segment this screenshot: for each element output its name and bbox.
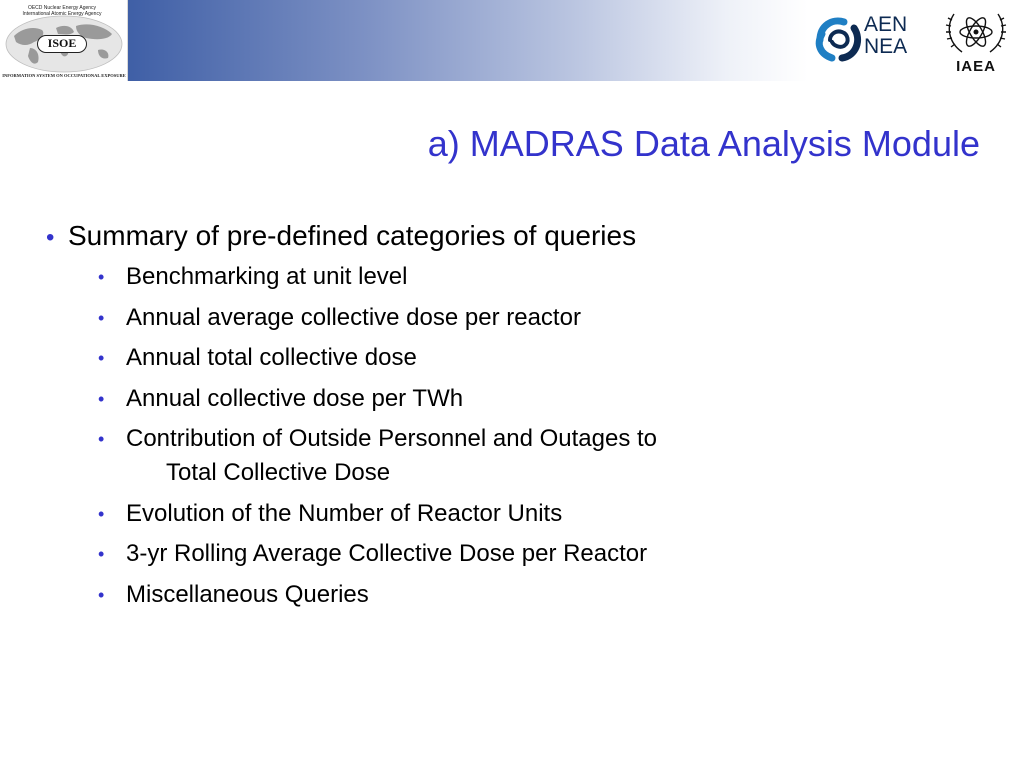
isoe-org-line-2: International Atomic Energy Agency <box>22 11 102 17</box>
isoe-org-line-1: OECD Nuclear Energy Agency <box>27 5 97 11</box>
iaea-logo-text: IAEA <box>956 58 996 75</box>
list-item-text: Annual average collective dose per reactor <box>126 303 581 331</box>
list-item <box>98 578 946 612</box>
bullet-dot-icon: • <box>98 584 105 605</box>
isoe-bottom-text: INFORMATION SYSTEM ON OCCUPATIONAL EXPOSURE <box>2 73 126 78</box>
list-item <box>98 497 946 531</box>
isoe-logo <box>0 0 128 81</box>
isoe-org-text <box>4 5 120 17</box>
list-item-text: Annual total collective dose <box>126 344 417 371</box>
list-item-continuation: Total Collective Dose <box>166 459 391 486</box>
list-item <box>98 382 946 416</box>
list-item <box>98 422 946 490</box>
bullet-dot-icon: • <box>98 307 105 328</box>
list-item-text-group <box>126 422 657 490</box>
header-banner <box>0 0 1024 81</box>
list-item-text: Annual collective dose per TWh <box>126 384 464 412</box>
header-gradient-band <box>128 0 808 81</box>
list-item <box>98 341 946 375</box>
list-item-text: 3-yr Rolling Average Collective Dose per Reactor <box>126 540 648 567</box>
nea-logo-line-2: NEA <box>864 35 908 58</box>
list-item-text: Evolution of the Number of Reactor Units <box>126 499 563 527</box>
slide-title: a) MADRAS Data Analysis Module <box>427 123 980 164</box>
nea-logo-text <box>864 14 907 58</box>
iaea-logo <box>936 4 1016 78</box>
main-bullet-text: Summary of pre-defined categories of queries <box>68 220 637 251</box>
bullet-dot-icon: • <box>98 348 105 368</box>
main-bullet <box>46 218 946 256</box>
list-item-text: Miscellaneous Queries <box>126 580 369 608</box>
list-item <box>98 537 946 571</box>
bullet-dot-icon: • <box>98 544 105 564</box>
bullet-dot-icon: • <box>98 429 105 449</box>
isoe-badge: ISOE <box>37 35 87 53</box>
bullet-dot-icon: • <box>98 503 105 524</box>
nea-emblem-icon <box>812 10 864 70</box>
iaea-atom-laurel-icon <box>936 4 1016 60</box>
nea-logo <box>812 10 932 70</box>
list-item <box>98 260 946 294</box>
bullet-dot-icon: • <box>46 224 55 251</box>
sub-bullet-list <box>46 260 946 612</box>
nea-logo-line-1: AEN <box>864 13 908 36</box>
bullet-dot-icon: • <box>98 388 105 409</box>
list-item-text: Contribution of Outside Personnel and Outages to <box>126 425 657 452</box>
bullet-dot-icon: • <box>98 267 105 287</box>
slide-content <box>46 218 946 618</box>
list-item-text: Benchmarking at unit level <box>126 263 408 290</box>
list-item <box>98 301 946 335</box>
